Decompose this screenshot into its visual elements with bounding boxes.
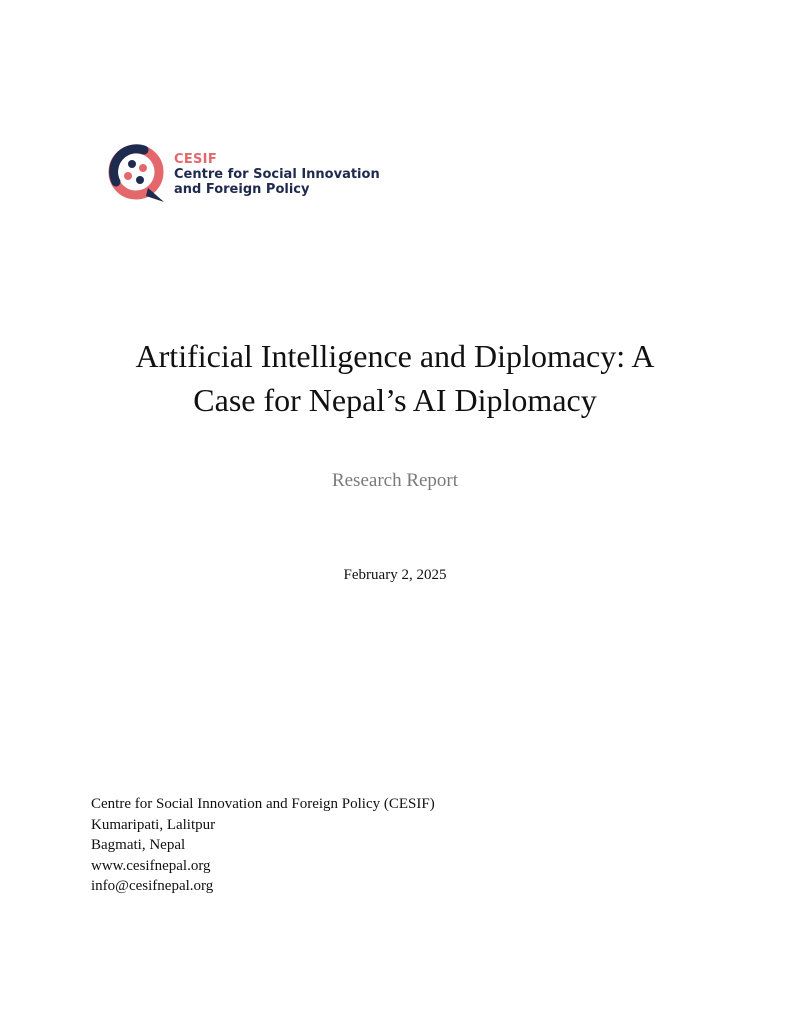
logo-name-line-2: and Foreign Policy bbox=[174, 182, 310, 197]
contact-address-block bbox=[91, 794, 435, 897]
logo-acronym: CESIF bbox=[174, 152, 218, 167]
address-email: info@cesifnepal.org bbox=[91, 878, 214, 894]
report-title-line-1: Artificial Intelligence and Diplomacy: A bbox=[135, 338, 655, 374]
cesif-logo bbox=[106, 142, 386, 208]
report-subtitle: Research Report bbox=[331, 470, 459, 491]
address-website: www.cesifnepal.org bbox=[91, 857, 211, 874]
logo-name-line-1: Centre for Social Innovation bbox=[174, 167, 380, 182]
report-title bbox=[40, 334, 750, 422]
report-title-line-2: Case for Nepal’s AI Diplomacy bbox=[193, 382, 597, 418]
address-locality: Kumaripati, Lalitpur bbox=[91, 816, 216, 833]
address-region: Bagmati, Nepal bbox=[91, 837, 186, 853]
report-date: February 2, 2025 bbox=[343, 567, 447, 583]
cesif-logo-mark-icon bbox=[106, 142, 168, 208]
address-organization: Centre for Social Innovation and Foreign Policy (CESIF) bbox=[91, 796, 435, 812]
logo-wordmark bbox=[174, 152, 380, 197]
